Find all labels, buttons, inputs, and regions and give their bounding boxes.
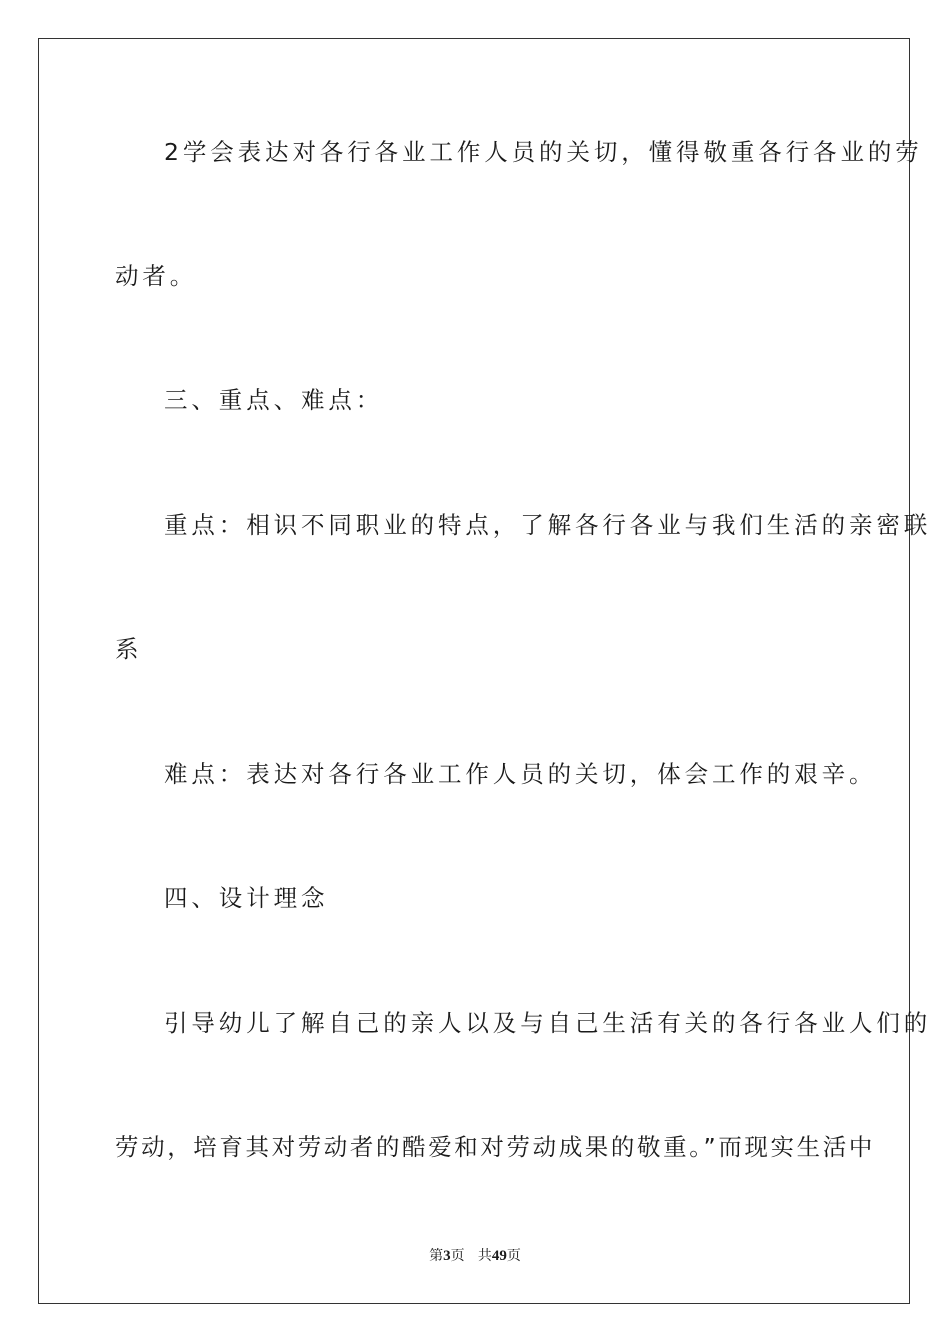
footer-page-suffix: 页 bbox=[450, 1248, 465, 1264]
paragraph-line-3: 重点：相识不同职业的特点，了解各行各业与我们生活的亲密联 bbox=[164, 511, 932, 539]
footer-total-prefix: 共 bbox=[477, 1248, 492, 1264]
paragraph-line-7: 劳动，培育其对劳动者的酷爱和对劳动成果的敬重。”而现实生活中 bbox=[115, 1133, 875, 1161]
paragraph-line-1: 2学会表达对各行各业工作人员的关切，懂得敬重各行各业的劳 bbox=[164, 138, 923, 166]
paragraph-line-5: 难点：表达对各行各业工作人员的关切，体会工作的艰辛。 bbox=[164, 760, 877, 788]
footer-total-suffix: 页 bbox=[506, 1248, 521, 1264]
page-footer bbox=[0, 1245, 950, 1265]
section-heading-design-concept: 四、设计理念 bbox=[164, 884, 329, 912]
paragraph-line-6: 引导幼儿了解自己的亲人以及与自己生活有关的各行各业人们的 bbox=[164, 1009, 932, 1037]
page-frame bbox=[38, 38, 910, 1304]
section-heading-key-points: 三、重点、难点： bbox=[164, 386, 384, 414]
footer-page-number: 3 bbox=[443, 1248, 451, 1264]
paragraph-line-4: 系 bbox=[115, 635, 143, 663]
footer-page-prefix: 第 bbox=[429, 1248, 444, 1264]
paragraph-line-2: 动者。 bbox=[115, 262, 198, 290]
footer-total-pages: 49 bbox=[491, 1248, 507, 1264]
